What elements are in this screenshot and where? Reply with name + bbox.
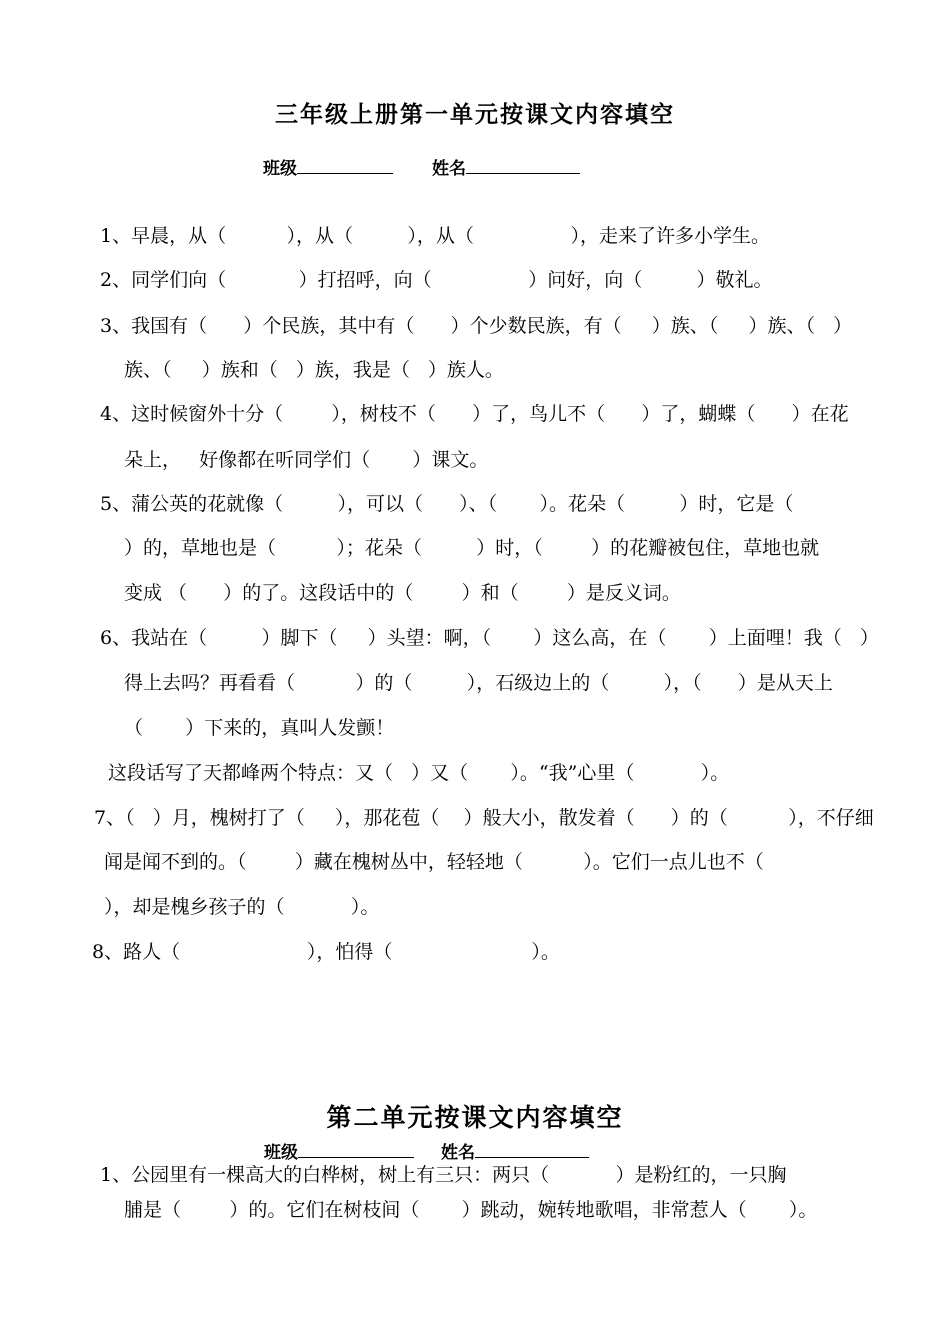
name-blank[interactable]	[475, 1141, 589, 1158]
q4-line-cont: 朵上， 好像都在听同学们（ ）课文。	[124, 449, 489, 471]
q1-line: 1、早晨，从（ ），从（ ），从（ ），走来了许多小学生。	[100, 225, 770, 247]
q2-line: 2、同学们向（ ）打招呼，向（ ）问好，向（ ）敬礼。	[100, 269, 773, 291]
unit1-class-field	[263, 154, 393, 179]
unit2-title: 第二单元按课文内容填空	[326, 1103, 624, 1132]
q5-line: 5、蒲公英的花就像（ ），可以（ ）、（ ）。花朵（ ）时，它是（	[100, 493, 794, 515]
class-blank[interactable]	[298, 1141, 414, 1158]
name-label: 姓名	[432, 159, 466, 179]
q8-line: 8、路人（ ），怕得（ ）。	[92, 941, 560, 963]
q6-line: 6、我站在（ ）脚下（ ）头望：啊，（ ）这么高，在（ ）上面哩！我（ ）	[100, 627, 879, 649]
q7-line-cont2: ），却是槐乡孩子的（ ）。	[104, 896, 380, 918]
name-blank[interactable]	[466, 157, 580, 174]
q7-line-cont1: 闻是闻不到的。（ ）藏在槐树丛中，轻轻地（ ）。它们一点儿也不（	[104, 851, 764, 873]
q5-line-cont1: ）的，草地也是（ ）；花朵（ ）时，（ ）的花瓣被包住，草地也就	[124, 537, 820, 559]
unit2-name-field	[441, 1138, 589, 1163]
name-label: 姓名	[441, 1143, 475, 1163]
class-blank[interactable]	[297, 157, 393, 174]
u2-q1-line-cont: 脯是（ ）的。它们在树枝间（ ）跳动，婉转地歌唱，非常惹人（ ）。	[124, 1199, 818, 1221]
q3-line-cont: 族、（ ）族和（ ）族，我是（ ）族人。	[124, 359, 504, 381]
q6-line-cont1: 得上去吗？再看看（ ）的（ ），石级边上的（ ），（ ）是从天上	[124, 672, 833, 694]
class-label: 班级	[263, 159, 297, 179]
unit1-name-field	[432, 154, 580, 179]
q4-line: 4、这时候窗外十分（ ），树枝不（ ）了，鸟儿不（ ）了，蝴蝶（ ）在花	[100, 403, 849, 425]
q7-line: 7、（ ）月，槐树打了（ ），那花苞（ ）般大小，散发着（ ）的（ ），不仔细	[94, 807, 874, 829]
unit1-title: 三年级上册第一单元按课文内容填空	[275, 101, 675, 128]
q3-line: 3、我国有（ ）个民族，其中有（ ）个少数民族，有（ ）族、（ ）族、（ ）	[100, 315, 853, 337]
unit2-class-field	[264, 1138, 414, 1163]
u2-q1-line: 1、公园里有一棵高大的白桦树，树上有三只：两只（ ）是粉红的，一只胸	[100, 1164, 787, 1186]
class-label: 班级	[264, 1143, 298, 1163]
q6-line-cont2: （ ）下来的，真叫人发颤！	[124, 717, 395, 739]
q5-line-cont2: 变成 （ ）的了。这段话中的（ ）和（ ）是反义词。	[124, 582, 681, 604]
q6-summary-line: 这段话写了天都峰两个特点：又（ ）又（ ）。“我”心里（ ）。	[108, 762, 730, 784]
